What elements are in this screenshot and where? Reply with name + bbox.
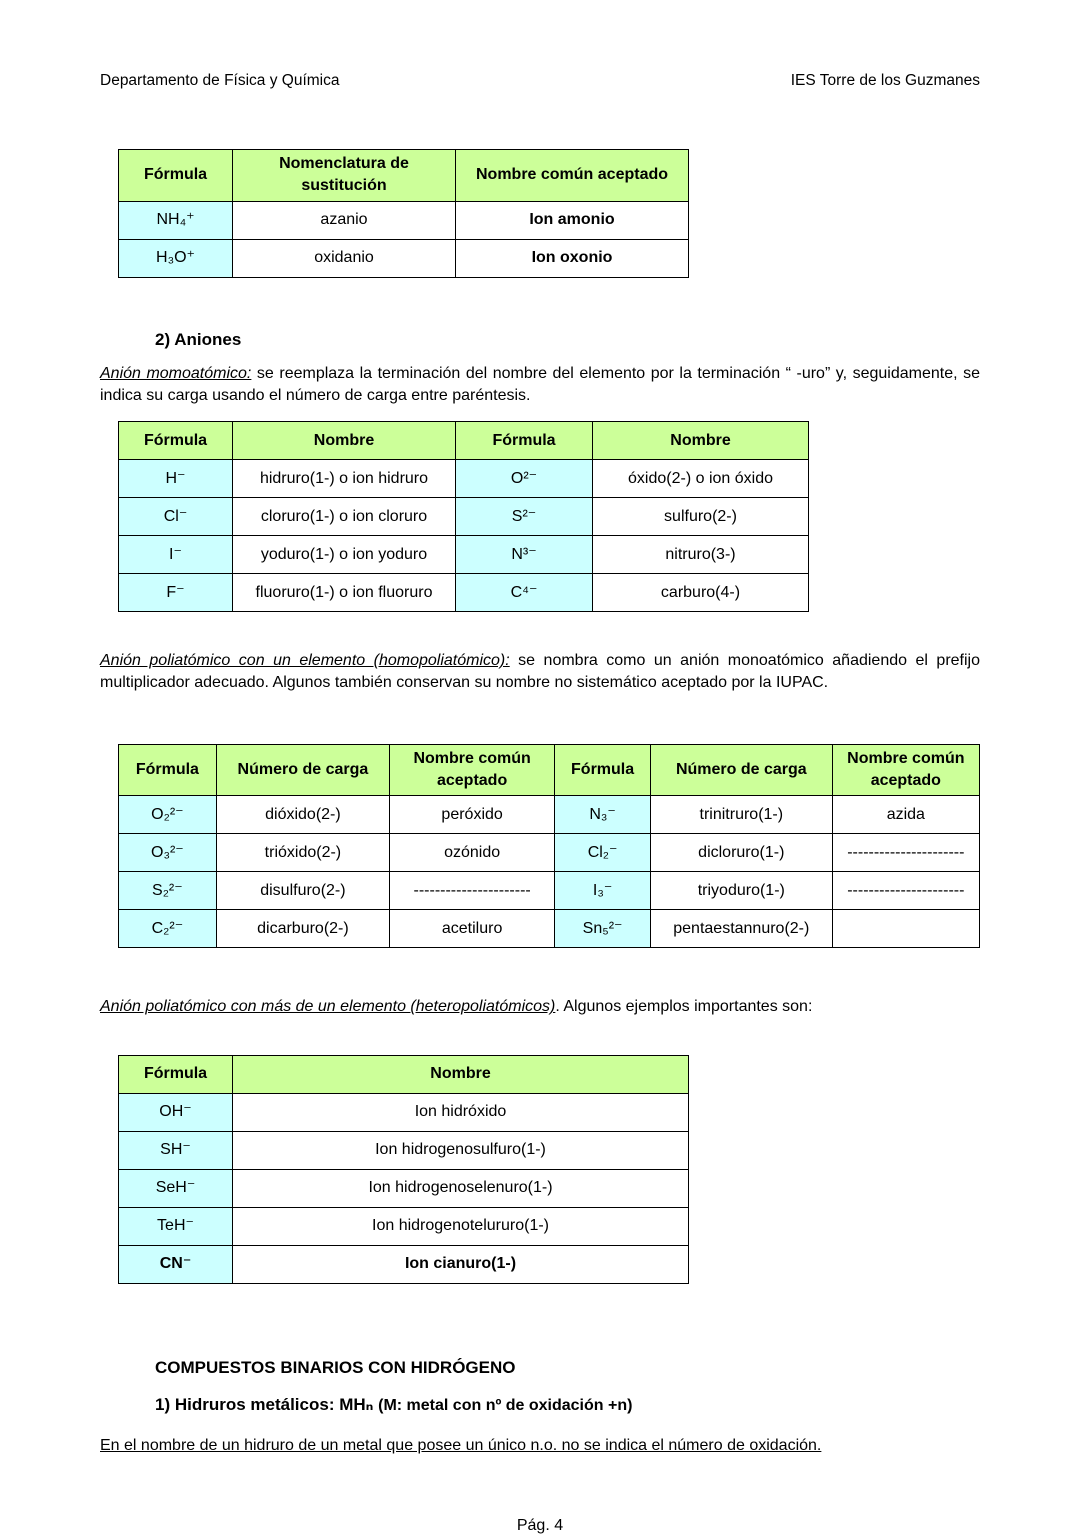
monoatomic-anion-paragraph — [100, 363, 980, 407]
common-name-cell — [832, 910, 979, 948]
table-row — [119, 201, 689, 239]
heteropolyatomic-anion-text: . Algunos ejemplos importantes son: — [555, 998, 813, 1016]
common-name-cell: acetiluro — [390, 910, 555, 948]
heteropolyatomic-anion-paragraph — [100, 996, 980, 1018]
formula-cell: S₂²⁻ — [119, 872, 217, 910]
name-cell: Ion hidrogenoselenuro(1-) — [233, 1169, 689, 1207]
common-name-cell: Ion oxonio — [456, 239, 689, 277]
table-row — [119, 239, 689, 277]
heteropolyatomic-anion-lead: Anión poliatómico con más de un elemento (heteropoliatómicos) — [100, 998, 556, 1016]
cations-table — [118, 149, 689, 277]
name-cell: óxido(2-) o ion óxido — [593, 460, 809, 498]
binarios-section-heading: COMPUESTOS BINARIOS CON HIDRÓGENO — [155, 1357, 516, 1377]
hidruros-metalicos-subheading — [155, 1393, 980, 1417]
name-cell: carburo(4-) — [593, 574, 809, 612]
homopolyatomic-anion-text: se nombra como un anión monoatómico añadiendo el prefijo multiplicador adecuado. Algunos también conservan su nombre no sistemático aceptado por la IUPAC. — [100, 652, 981, 692]
column-header-formula: Fórmula — [456, 422, 593, 460]
name-cell: sulfuro(2-) — [593, 498, 809, 536]
common-name-cell: peróxido — [390, 796, 555, 834]
monoatomic-anion-text: se reemplaza la terminación del nombre del elemento por la terminación “ -uro” y, seguidamente, se indica su carga usando el número de carga entre paréntesis. — [100, 364, 980, 405]
table-row — [119, 834, 980, 872]
formula-cell: C₂²⁻ — [119, 910, 217, 948]
name-cell: nitruro(3-) — [593, 536, 809, 574]
common-name-cell: Ion amonio — [456, 201, 689, 239]
name-cell: cloruro(1-) o ion cloruro — [233, 498, 456, 536]
table-row — [119, 872, 980, 910]
name-cell: hidruro(1-) o ion hidruro — [233, 460, 456, 498]
column-header-sustitucion: Nomenclatura de sustitución — [233, 150, 456, 201]
charge-name-cell: dicloruro(1-) — [650, 834, 832, 872]
formula-cell: I₃⁻ — [555, 872, 651, 910]
charge-name-cell: dicarburo(2-) — [216, 910, 389, 948]
formula-cell: SeH⁻ — [119, 1169, 233, 1207]
hidruros-metalicos-note: (M: metal con nº de oxidación +n) — [378, 1396, 633, 1414]
aniones-section-heading: 2) Aniones — [155, 329, 242, 349]
header-row — [119, 150, 689, 201]
column-header-nombre: Nombre — [593, 422, 809, 460]
formula-cell: TeH⁻ — [119, 1207, 233, 1245]
homopolyatomic-anion-lead: Anión poliatómico con un elemento (homopoliatómico): — [100, 652, 510, 670]
formula-cell: O₂²⁻ — [119, 796, 217, 834]
formula-cell: C⁴⁻ — [456, 574, 593, 612]
column-header-formula: Fórmula — [119, 422, 233, 460]
column-header-nombre-comun: Nombre común aceptado — [456, 150, 689, 201]
name-cell: Ion hidrogenosulfuro(1-) — [233, 1131, 689, 1169]
substitution-name-cell: azanio — [233, 201, 456, 239]
common-name-cell: ozónido — [390, 834, 555, 872]
charge-name-cell: trinitruro(1-) — [650, 796, 832, 834]
hidruros-metalicos-title: 1) Hidruros metálicos: MHₙ — [155, 1394, 379, 1414]
column-header-nombre: Nombre — [233, 1055, 689, 1093]
name-cell: Ion cianuro(1-) — [233, 1245, 689, 1283]
charge-name-cell: trióxido(2-) — [216, 834, 389, 872]
charge-name-cell: triyoduro(1-) — [650, 872, 832, 910]
column-header-formula: Fórmula — [119, 1055, 233, 1093]
column-header-nombre-comun: Nombre común aceptado — [390, 745, 555, 796]
formula-cell: CN⁻ — [119, 1245, 233, 1283]
column-header-formula: Fórmula — [119, 745, 217, 796]
table-row — [119, 1131, 689, 1169]
monoatomic-anion-lead: Anión momoatómico: — [100, 364, 252, 382]
substitution-name-cell: oxidanio — [233, 239, 456, 277]
page-number: Pág. 4 — [516, 1517, 564, 1535]
table-row — [119, 1093, 689, 1131]
charge-name-cell: pentaestannuro(2-) — [650, 910, 832, 948]
formula-cell: H⁻ — [119, 460, 233, 498]
formula-cell: Sn₅²⁻ — [555, 910, 651, 948]
common-name-cell: ---------------------- — [832, 834, 979, 872]
charge-name-cell: disulfuro(2-) — [216, 872, 389, 910]
table-row — [119, 536, 809, 574]
hidruros-underlined-note: En el nombre de un hidruro de un metal que posee un único n.o. no se indica el número de oxidación. — [100, 1437, 822, 1455]
formula-cell: Cl⁻ — [119, 498, 233, 536]
table-row — [119, 910, 980, 948]
header-row — [119, 1055, 689, 1093]
formula-cell: NH₄⁺ — [119, 201, 233, 239]
monoatomic-anions-table — [118, 421, 809, 612]
formula-cell: I⁻ — [119, 536, 233, 574]
table-row — [119, 460, 809, 498]
common-name-cell: ---------------------- — [390, 872, 555, 910]
common-name-cell: azida — [832, 796, 979, 834]
column-header-formula: Fórmula — [555, 745, 651, 796]
document-header — [100, 70, 980, 91]
name-cell: fluoruro(1-) o ion fluoruro — [233, 574, 456, 612]
homopolyatomic-anions-table — [118, 744, 980, 948]
column-header-nombre-comun: Nombre común aceptado — [832, 745, 979, 796]
formula-cell: N³⁻ — [456, 536, 593, 574]
formula-cell: F⁻ — [119, 574, 233, 612]
header-row — [119, 745, 980, 796]
formula-cell: Cl₂⁻ — [555, 834, 651, 872]
name-cell: Ion hidróxido — [233, 1093, 689, 1131]
column-header-numero-carga: Número de carga — [216, 745, 389, 796]
column-header-numero-carga: Número de carga — [650, 745, 832, 796]
formula-cell: S²⁻ — [456, 498, 593, 536]
formula-cell: N₃⁻ — [555, 796, 651, 834]
table-row — [119, 1245, 689, 1283]
name-cell: Ion hidrogenotelururo(1-) — [233, 1207, 689, 1245]
table-row — [119, 1169, 689, 1207]
header-left-text: Departamento de Física y Química — [100, 72, 340, 89]
formula-cell: O²⁻ — [456, 460, 593, 498]
column-header-nombre: Nombre — [233, 422, 456, 460]
table-row — [119, 498, 809, 536]
charge-name-cell: dióxido(2-) — [216, 796, 389, 834]
name-cell: yoduro(1-) o ion yoduro — [233, 536, 456, 574]
heteropolyatomic-anions-table — [118, 1055, 689, 1284]
common-name-cell: ---------------------- — [832, 872, 979, 910]
header-right-text: IES Torre de los Guzmanes — [790, 72, 980, 89]
table-row — [119, 574, 809, 612]
header-row — [119, 422, 809, 460]
table-row — [119, 796, 980, 834]
formula-cell: OH⁻ — [119, 1093, 233, 1131]
formula-cell: H₃O⁺ — [119, 239, 233, 277]
homopolyatomic-anion-paragraph — [100, 650, 980, 694]
formula-cell: O₃²⁻ — [119, 834, 217, 872]
column-header-formula: Fórmula — [119, 150, 233, 201]
table-row — [119, 1207, 689, 1245]
formula-cell: SH⁻ — [119, 1131, 233, 1169]
